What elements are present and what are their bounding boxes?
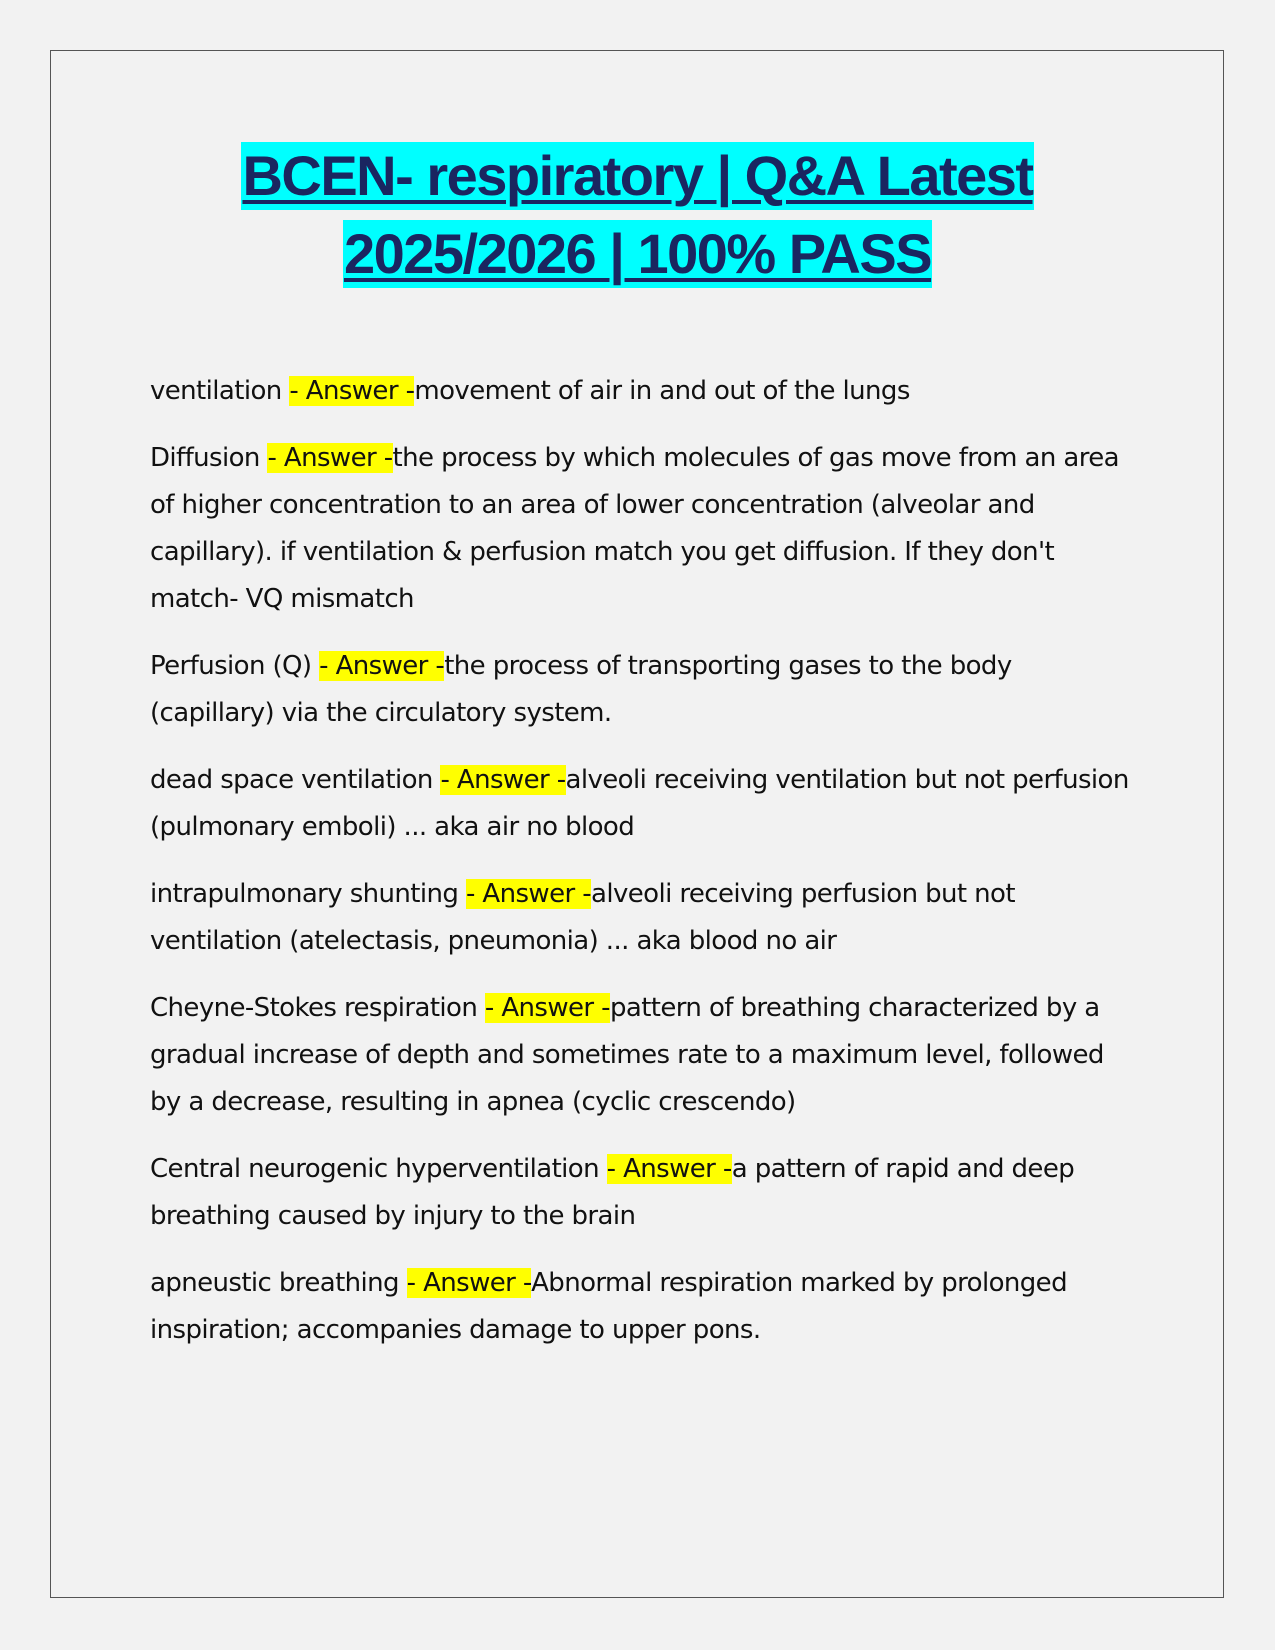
answer-marker: - Answer - bbox=[267, 443, 393, 473]
qa-answer: Abnormal respiration marked by prolonged inspiration; accompanies damage to upper pons. bbox=[150, 1268, 1067, 1345]
qa-item bbox=[150, 757, 1135, 851]
qa-term: intrapulmonary shunting bbox=[150, 879, 459, 909]
qa-answer: alveoli receiving ventilation but not perfusion (pulmonary emboli) ... aka air no blood bbox=[150, 765, 1129, 842]
answer-marker: - Answer - bbox=[465, 879, 592, 909]
qa-term: ventilation bbox=[150, 376, 282, 406]
qa-item bbox=[150, 1146, 1135, 1240]
title-line-2: 2025/2026 | 100% PASS bbox=[343, 220, 932, 288]
qa-term: apneustic breathing bbox=[150, 1268, 399, 1298]
document-title bbox=[0, 137, 1275, 293]
qa-item bbox=[150, 643, 1135, 737]
qa-answer: movement of air in and out of the lungs bbox=[414, 376, 910, 406]
qa-term: Diffusion bbox=[150, 443, 260, 473]
qa-answer: alveoli receiving perfusion but not ventilation (atelectasis, pneumonia) ... aka blood no air bbox=[150, 879, 1015, 956]
answer-marker: - Answer - bbox=[440, 765, 566, 795]
answer-marker: - Answer - bbox=[484, 993, 610, 1023]
qa-answer: pattern of breathing characterized by a gradual increase of depth and sometimes rate to a maximum level, followed by a decrease, resulting in apnea (cyclic crescendo) bbox=[150, 993, 1104, 1117]
answer-marker: - Answer - bbox=[289, 376, 415, 406]
qa-list bbox=[150, 368, 1135, 1374]
qa-item bbox=[150, 871, 1135, 965]
answer-marker: - Answer - bbox=[406, 1268, 532, 1298]
qa-item bbox=[150, 1260, 1135, 1354]
answer-marker: - Answer - bbox=[319, 651, 445, 681]
qa-item bbox=[150, 435, 1135, 623]
qa-answer: the process of transporting gases to the body (capillary) via the circulatory system. bbox=[150, 651, 1012, 728]
answer-marker: - Answer - bbox=[606, 1154, 732, 1184]
qa-answer: the process by which molecules of gas move from an area of higher concentration to an area of lower concentration (alveolar and capillary). if ventilation & perfusion match you get diffusion. If they don't match- VQ mismatch bbox=[150, 443, 1119, 614]
qa-term: dead space ventilation bbox=[150, 765, 433, 795]
qa-term: Cheyne-Stokes respiration bbox=[150, 993, 478, 1023]
qa-term: Perfusion (Q) bbox=[150, 651, 312, 681]
qa-item bbox=[150, 985, 1135, 1126]
title-line-1: BCEN- respiratory | Q&A Latest bbox=[241, 142, 1033, 210]
qa-answer: a pattern of rapid and deep breathing caused by injury to the brain bbox=[150, 1154, 1075, 1231]
qa-term: Central neurogenic hyperventilation bbox=[150, 1154, 599, 1184]
qa-item bbox=[150, 368, 1135, 415]
